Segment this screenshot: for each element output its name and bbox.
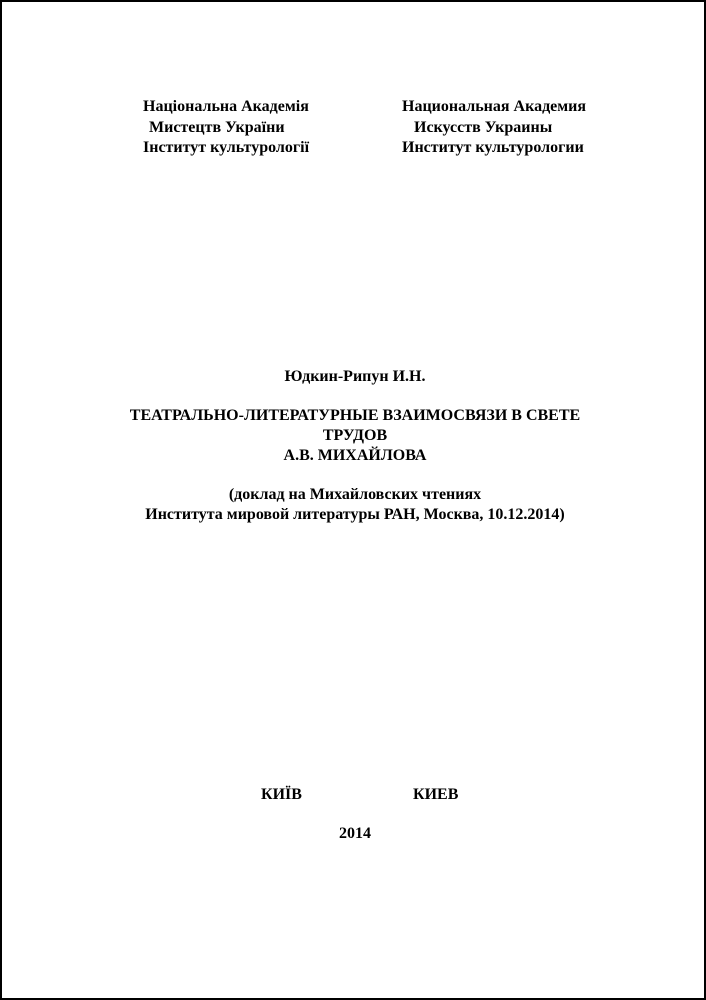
header-left-line-2: Мистецтв України [149,119,285,136]
title-line-2: ТРУДОВ [322,427,388,444]
title-line-1: ТЕАТРАЛЬНО-ЛИТЕРАТУРНЫЕ ВЗАИМОСВЯЗИ В СВЕТЕ [129,407,581,424]
subtitle-line-1: (доклад на Михайловских чтениях [228,486,482,503]
header-right-line-2: Искусств Украины [414,119,553,136]
header-left-line-3: Інститут культурології [143,139,310,156]
header-right-line-3: Институт культурологии [402,139,584,156]
city-ukrainian: КИЇВ [261,786,302,803]
header-left-line-1: Національна Академія [143,98,309,115]
subtitle-line-2: Института мировой литературы РАН, Москва, 10.12.2014) [145,506,565,523]
publication-year: 2014 [339,825,371,842]
title-line-3: А.В. МИХАЙЛОВА [283,447,427,464]
author-name: Юдкин-Рипун И.Н. [284,368,426,385]
header-right-line-1: Национальная Академия [402,98,587,115]
city-russian: КИЕВ [413,786,459,803]
